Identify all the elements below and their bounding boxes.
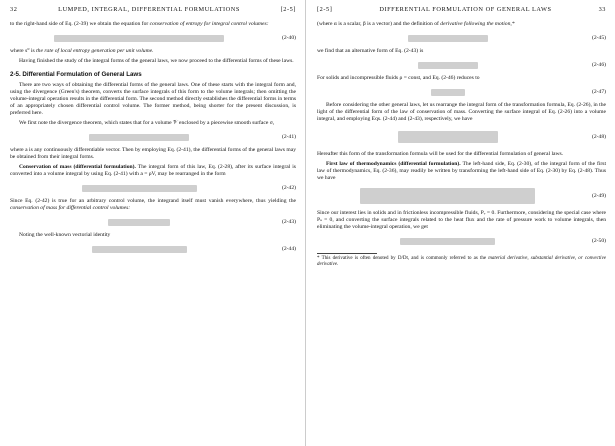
equation-2-47 (317, 85, 606, 99)
paragraph: Having finished the study of the integral forms of the general laws, we now proceed to the differential forms of these laws. (19, 58, 294, 64)
paragraph: Hereafter this form of the transformation formula will be used for the differential formulation of general laws. (317, 151, 564, 157)
equation-number: (2-50) (592, 238, 606, 244)
equation-placeholder (54, 35, 224, 42)
right-page-header (317, 6, 606, 13)
running-title: LUMPED, INTEGRAL, DIFFERENTIAL FORMULATIONS (58, 6, 240, 13)
section-tag: [2-5] (317, 6, 333, 13)
paragraph: Noting the well-known vectorial identity (19, 232, 111, 238)
equation-2-40 (10, 31, 296, 45)
equation-2-48 (317, 126, 606, 148)
equation-number: (2-47) (592, 89, 606, 95)
running-title: DIFFERENTIAL FORMULATION OF GENERAL LAWS (379, 6, 552, 13)
equation-2-41 (10, 130, 296, 144)
equation-number: (2-40) (282, 35, 296, 41)
section-heading: 2-5. Differential Formulation of General Laws (10, 71, 142, 78)
paragraph: Before considering the other general laws, let us rearrange the integral form of the transformation formula, Eq. (2-26), in the light of the differential form of the law of conservation of mass. Converting the surface integral of Eq. (2-26) into a volume integral, and employing Eqs. (2-44) and (2-43), respectively, we have (317, 102, 606, 122)
equation-placeholder (398, 131, 498, 143)
equation-placeholder (360, 188, 535, 204)
paragraph: We first note the divergence theorem, which states that for a volume 𝒱 enclosed by a piecewise smooth surface σ, (19, 120, 275, 126)
equation-number: (2-49) (592, 193, 606, 199)
equation-placeholder (400, 238, 495, 245)
equation-number: (2-46) (592, 62, 606, 68)
paragraph: There are two ways of obtaining the differential forms of the general laws. One of these starts with the integral form and, using the divergence (Green's) theorem, converts the surface integrals of this form to the volume integrals; then omitting the volume-integral operation results in the differential form. The second method directly establishes the differential forms in terms of an appropriately chosen differential control volume. The former method, being shorter for the present discussion, is preferred here. (10, 82, 296, 116)
equation-2-43 (10, 215, 296, 229)
equation-2-45 (317, 31, 606, 45)
footnote-rule (317, 253, 377, 254)
paragraph: where a is any continuously differentiable vector. Then by employing Eq. (2-41), the differential forms of the general laws may be obtained from their integral forms. (10, 147, 296, 160)
section-tag: [2-5] (280, 6, 296, 13)
equation-placeholder (108, 219, 170, 226)
equation-2-46 (317, 58, 606, 72)
paragraph: (where α is a scalar, β is a vector) and the definition of derivative following the motion,* (317, 21, 515, 27)
page-number: 32 (10, 6, 18, 13)
equation-number: (2-48) (592, 134, 606, 140)
paragraph: For solids and incompressible fluids ρ = const, and Eq. (2-46) reduces to (317, 75, 480, 81)
equation-placeholder (408, 35, 488, 42)
left-page-header (10, 6, 296, 13)
equation-placeholder (418, 62, 478, 69)
paragraph: Conservation of mass (differential formulation). The integral form of this law, Eq. (2-28), after its surface integral is converted into a volume integral by using Eq. (2-41) with a = ρV, may be rearranged in the form (10, 164, 296, 177)
equation-2-49 (317, 185, 606, 207)
equation-number: (2-44) (282, 246, 296, 252)
right-page (307, 0, 615, 446)
equation-2-44 (10, 242, 296, 256)
paragraph: we find that an alternative form of Eq. (2-43) is (317, 48, 424, 54)
equation-placeholder (82, 185, 197, 192)
equation-placeholder (431, 89, 465, 96)
left-page (0, 0, 306, 446)
equation-number: (2-41) (282, 134, 296, 140)
paragraph: First law of thermodynamics (differential formulation). The left-hand side, Eq. (2-30), of the integral form of the first law of thermodynamics, Eq. (2-36), may readily be written by transforming the left-hand side of Eq. (2-30) by Eq. (2-48). Thus we have (317, 161, 607, 181)
equation-number: (2-42) (282, 185, 296, 191)
equation-2-42 (10, 181, 296, 195)
page-number: 33 (598, 6, 606, 13)
equation-number: (2-43) (282, 219, 296, 225)
equation-placeholder (92, 246, 187, 253)
paragraph: Since Eq. (2-42) is true for an arbitrary control volume, the integrand itself must vanish everywhere, thus yielding the conservation of mass for differential control volumes: (10, 198, 296, 211)
equation-number: (2-45) (592, 35, 606, 41)
footnote: * This derivative is often denoted by D/Dt, and is commonly referred to as the material derivative, substantial derivative, or convective derivative. (317, 256, 607, 268)
equation-2-50 (317, 234, 606, 248)
paragraph: Since our interest lies in solids and in frictionless incompressible fluids, Pᵥ = 0. Furthermore, considering the special case where Pₛ = 0, and converting the surface integrals related to the heat flux and the rate of pressure work to volume integrals, then eliminating the volume-integral operation, we get (317, 210, 606, 230)
paragraph: to the right-hand side of Eq. (2-39) we obtain the equation for conservation of entropy for integral control volumes: (10, 21, 269, 27)
paragraph: where s‴ is the rate of local entropy generation per unit volume. (10, 48, 154, 54)
equation-placeholder (89, 134, 189, 141)
